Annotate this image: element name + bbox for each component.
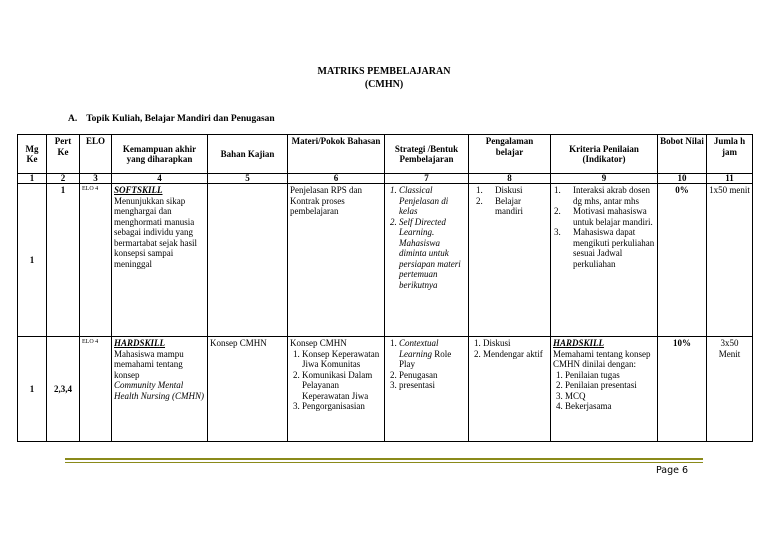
list-item: 2. Belajar mandiri <box>485 196 548 217</box>
header-row <box>18 135 753 174</box>
table-row <box>18 337 753 442</box>
cell-pert: 1 <box>47 184 80 337</box>
kriteria-text: Memahami tentang konsep CMHN dinilai dengan: <box>553 348 651 369</box>
col-number: 9 <box>551 174 658 184</box>
col-number: 8 <box>469 174 551 184</box>
header-jam: Jumla h jam <box>707 135 753 174</box>
list-item: 2. Mendengar aktif <box>483 349 548 360</box>
cell-jam: 3x50 Menit <box>707 337 753 442</box>
list-item: 4. Bekerjasama <box>565 401 655 412</box>
header-elo: ELO <box>80 135 112 174</box>
kemampuan-italic: Community Mental Health Nursing (CMHN) <box>114 380 204 401</box>
column-number-row <box>18 174 753 184</box>
col-number: 6 <box>288 174 385 184</box>
list-item: 2. Penugasan <box>399 370 466 381</box>
document-subtitle: (CMHN) <box>364 79 404 90</box>
cell-materi: Penjelasan RPS dan Kontrak proses pembelajaran <box>288 184 385 337</box>
cell-mg: 1 <box>18 337 47 442</box>
cell-bobot: 0% <box>658 184 707 337</box>
list-item: 1. Konsep Keperawatan Jiwa Komunitas <box>302 349 382 370</box>
col-number: 3 <box>80 174 112 184</box>
col-number: 2 <box>47 174 80 184</box>
list-item: 3. MCQ <box>565 391 655 402</box>
list-item: 1. Interaksi akrab dosen dg mhs, antar mhs <box>563 185 655 206</box>
learning-matrix-table <box>17 134 753 442</box>
cell-elo: ELO 4 <box>80 184 112 337</box>
cell-pengalaman <box>469 184 551 337</box>
list-item: 1. Penilaian tugas <box>565 370 655 381</box>
cell-strategi <box>385 184 469 337</box>
page-number: Page 6 <box>656 465 689 476</box>
col-number: 7 <box>385 174 469 184</box>
document-title: MATRIKS PEMBELAJARAN <box>317 66 451 77</box>
header-pengalaman: Pengalaman belajar <box>469 135 551 174</box>
list-item <box>399 338 466 370</box>
header-kriteria: Kriteria Penilaian (Indikator) <box>551 135 658 174</box>
cell-materi <box>288 337 385 442</box>
list-item: 2. Penilaian presentasi <box>565 380 655 391</box>
cell-pert: 2,3,4 <box>47 337 80 442</box>
cell-mg: 1 <box>18 184 47 337</box>
hardskill-criteria-label: HARDSKILL <box>553 338 605 348</box>
cell-kemampuan <box>112 184 208 337</box>
footer-rule <box>65 462 703 463</box>
list-item: 3. Pengorganisasian <box>302 401 382 412</box>
col-number: 5 <box>208 174 288 184</box>
cell-elo: ELO 4 <box>80 337 112 442</box>
list-item: 3. Mahasiswa dapat mengikuti perkuliahan sesuai Jadwal perkuliahan <box>563 227 655 269</box>
softskill-label: SOFTSKILL <box>114 185 163 195</box>
table-row <box>18 184 753 337</box>
header-bahan: Bahan Kajian <box>208 135 288 174</box>
header-bobot: Bobot Nilai <box>658 135 707 174</box>
section-heading <box>68 114 275 124</box>
cell-pengalaman <box>469 337 551 442</box>
list-item: 2. Self Directed Learning. Mahasiswa diminta untuk persiapan materi pertemuan berikutnya <box>399 217 466 291</box>
col-number: 1 <box>18 174 47 184</box>
cell-bahan: Konsep CMHN <box>208 337 288 442</box>
list-item: 2. Komunikasi Dalam Pelayanan Keperawatan Jiwa <box>302 370 382 402</box>
cell-jam: 1x50 menit <box>707 184 753 337</box>
header-mg: Mg Ke <box>18 135 47 174</box>
section-text: Topik Kuliah, Belajar Mandiri dan Penugasan <box>86 114 275 124</box>
cell-bahan <box>208 184 288 337</box>
header-strategi: Strategi /Bentuk Pembelajaran <box>385 135 469 174</box>
col-number: 10 <box>658 174 707 184</box>
footer-rule <box>65 458 703 460</box>
list-item: 1. Classical Penjelasan di kelas <box>399 185 466 217</box>
kemampuan-text: Mahasiswa mampu memahami tentang konsep <box>114 348 184 380</box>
list-item: 3. presentasi <box>399 380 466 391</box>
cell-kriteria <box>551 184 658 337</box>
kemampuan-text: Menunjukkan sikap menghargai dan menghormati manusia sebagai individu yang bermartabat sejak hasil konsepsi sampai meninggal <box>114 195 197 269</box>
header-kemampuan: Kemampuan akhir yang diharapkan <box>112 135 208 174</box>
col-number: 11 <box>707 174 753 184</box>
header-pert: Pert Ke <box>47 135 80 174</box>
cell-bobot: 10% <box>658 337 707 442</box>
strategi-italic: Contextual Learning <box>399 338 439 359</box>
cell-kemampuan <box>112 337 208 442</box>
cell-kriteria <box>551 337 658 442</box>
materi-head: Konsep CMHN <box>290 338 347 348</box>
strategi-rest: Role Play <box>399 348 452 369</box>
hardskill-label: HARDSKILL <box>114 338 166 348</box>
cell-strategi <box>385 337 469 442</box>
list-item: 1. Diskusi <box>485 185 548 196</box>
list-item: 2. Motivasi mahasiswa untuk belajar mandiri. <box>563 206 655 227</box>
col-number: 4 <box>112 174 208 184</box>
list-item: 1. Diskusi <box>483 338 548 349</box>
section-letter: A. <box>68 114 78 124</box>
header-materi: Materi/Pokok Bahasan <box>288 135 385 174</box>
